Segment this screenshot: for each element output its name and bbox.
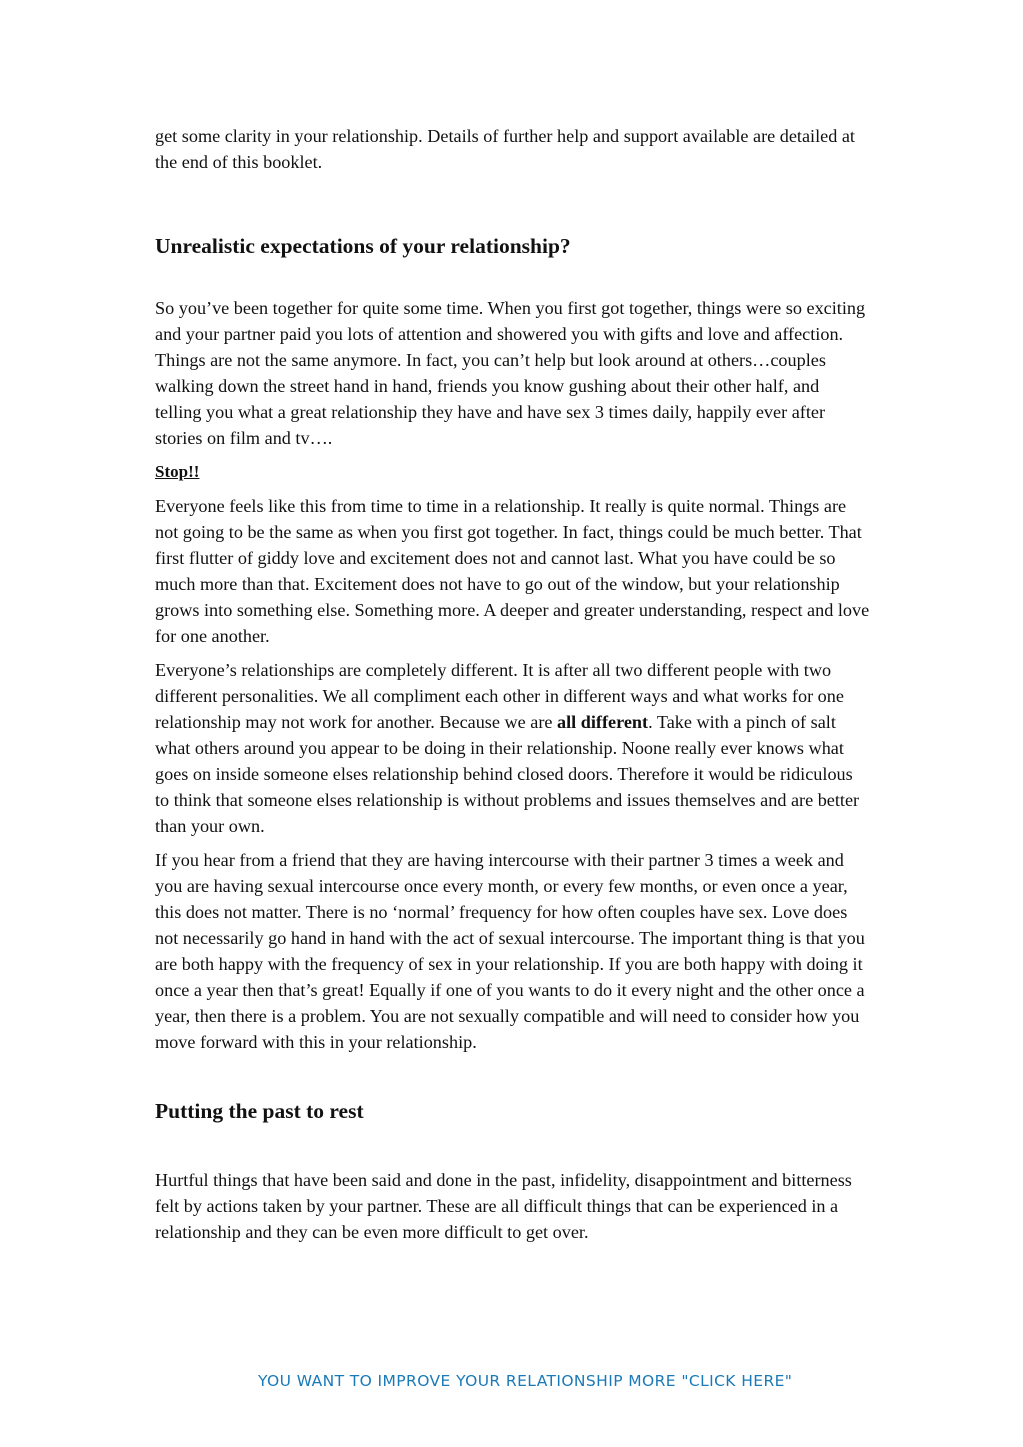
improve-relationship-link[interactable]: YOU WANT TO IMPROVE YOUR RELATIONSHIP MORE "CLICK HERE" [258,1372,793,1390]
section-heading-putting-past-to-rest: Putting the past to rest [155,1099,364,1123]
section-heading-unrealistic-expectations: Unrealistic expectations of your relationship? [155,234,571,258]
paragraph-together-for-some-time: So you’ve been together for quite some time. When you first got together, things were so exciting and your partner paid you lots of attention and showered you with gifts and love and affection. Things are not the same anymore. In fact, you can’t help but look around at others…couples walking down the street hand in hand, friends you know gushing about their other half, and telling you what a great relationship they have and have sex 3 times daily, happily ever after stories on film and tv…. [155,298,866,448]
document-body [155,123,870,1245]
paragraph-sex-frequency: If you hear from a friend that they are having intercourse with their partner 3 times a week and you are having sexual intercourse once every month, or every few months, or even once a year, this does not matter. There is no ‘normal’ frequency for how often couples have sex. Love does not necessarily go hand in hand with the act of sexual intercourse. The important thing is that you are both happy with the frequency of sex in your relationship. If you are both happy with doing it once a year then that’s great! Equally if one of you wants to do it every night and the other once a year, then there is a problem. You are not sexually compatible and will need to consider how you move forward with this in your relationship. [155,850,865,1052]
paragraph-hurtful-things: Hurtful things that have been said and done in the past, infidelity, disappointment and bitterness felt by actions taken by your partner. These are all difficult things that can be experienced in a relationship and they can be even more difficult to get over. [155,1170,852,1242]
paragraph-relationships-different-start: Everyone’s relationships are completely different. It is after all two different people with two different personalities. We all compliment each other in different ways and what works for one relationship may not work for another. Because we are [155,660,844,732]
all-different-emphasis: all different [557,712,649,732]
intro-paragraph: get some clarity in your relationship. Details of further help and support available are detailed at the end of this booklet. [155,126,855,172]
stop-emphasis: Stop!! [155,462,200,481]
paragraph-everyone-feels: Everyone feels like this from time to time in a relationship. It really is quite normal. Things are not going to be the same as when you first got together. In fact, things could be much better. That first flutter of giddy love and excitement does not and cannot last. What you have could be so much more than that. Excitement does not have to go out of the window, but your relationship grows into something else. Something more. A deeper and greater understanding, respect and love for one another. [155,496,870,646]
paragraph-relationships-different [155,657,870,839]
paragraph-relationships-different-end: . Take with a pinch of salt what others around you appear to be doing in their relationship. Noone really ever knows what goes on inside someone elses relationship behind closed doors. Therefore it would be ridiculous to think that someone elses relationship is without problems and issues themselves and are better than your own. [155,712,860,836]
